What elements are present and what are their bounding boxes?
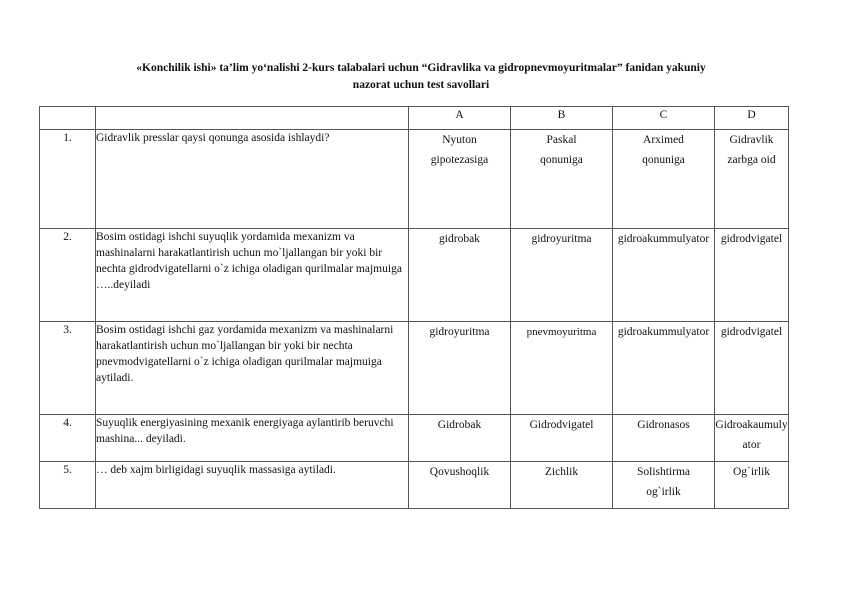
header-cell-a: A — [409, 107, 511, 130]
option-b: gidroyuritma — [511, 229, 613, 322]
option-d: Gidroakaumulyator — [715, 415, 789, 462]
table-row — [40, 462, 789, 509]
question-number: 3. — [40, 322, 96, 415]
option-c: gidroakummulyator — [613, 322, 715, 415]
option-c: Gidronasos — [613, 415, 715, 462]
option-d: Og`irlik — [715, 462, 789, 509]
option-d: Gidravlik zarbga oid — [715, 130, 789, 229]
question-number: 4. — [40, 415, 96, 462]
option-d: gidrodvigatel — [715, 322, 789, 415]
header-cell-b: B — [511, 107, 613, 130]
test-questions-table — [39, 106, 789, 509]
question-text: Suyuqlik energiyasining mexanik energiyaga aylantirib beruvchi mashina... deyiladi. — [96, 415, 409, 462]
question-number: 2. — [40, 229, 96, 322]
header-cell-c: C — [613, 107, 715, 130]
table-row — [40, 415, 789, 462]
option-b: Paskal qonuniga — [511, 130, 613, 229]
title-line-1: «Konchilik ishi» ta’lim yo‘nalishi 2-kurs talabalari uchun “Gidravlika va gidropnevmoyuritmalar” fanidan yakuniy — [136, 62, 706, 74]
option-b: Gidrodvigatel — [511, 415, 613, 462]
question-text: Gidravlik presslar qaysi qonunga asosida ishlaydi? — [96, 130, 409, 229]
header-cell-question — [96, 107, 409, 130]
option-a: Nyuton gipotezasiga — [409, 130, 511, 229]
question-number: 5. — [40, 462, 96, 509]
option-a: gidroyuritma — [409, 322, 511, 415]
option-a: Gidrobak — [409, 415, 511, 462]
title-line-2: nazorat uchun test savollari — [352, 79, 490, 91]
table-header-row — [40, 107, 789, 130]
header-cell-d: D — [715, 107, 789, 130]
table-row — [40, 130, 789, 229]
option-a: gidrobak — [409, 229, 511, 322]
question-text: … deb xajm birligidagi suyuqlik massasiga aytiladi. — [96, 462, 409, 509]
table-row — [40, 229, 789, 322]
option-a: Qovushoqlik — [409, 462, 511, 509]
option-c: gidroakummulyator — [613, 229, 715, 322]
question-number: 1. — [40, 130, 96, 229]
document-title — [40, 60, 802, 94]
option-c: Arximed qonuniga — [613, 130, 715, 229]
header-cell-num — [40, 107, 96, 130]
option-b: Zichlik — [511, 462, 613, 509]
option-b: pnevmoyuritma — [511, 322, 613, 415]
question-text: Bosim ostidagi ishchi suyuqlik yordamida mexanizm va mashinalarni harakatlantirish uchun mo`ljallangan bir yoki bir nechta gidrodvigatellarni o`z ichiga oladigan qurilmalar majmuiga …..deyiladi — [96, 229, 409, 322]
option-c: Solishtirma og`irlik — [613, 462, 715, 509]
table-row — [40, 322, 789, 415]
option-d: gidrodvigatel — [715, 229, 789, 322]
question-text: Bosim ostidagi ishchi gaz yordamida mexanizm va mashinalarni harakatlantirish uchun mo`ljallangan bir yoki bir nechta pnevmodvigatellarni o`z ichiga oladigan qurilmalar majmuiga aytiladi. — [96, 322, 409, 415]
